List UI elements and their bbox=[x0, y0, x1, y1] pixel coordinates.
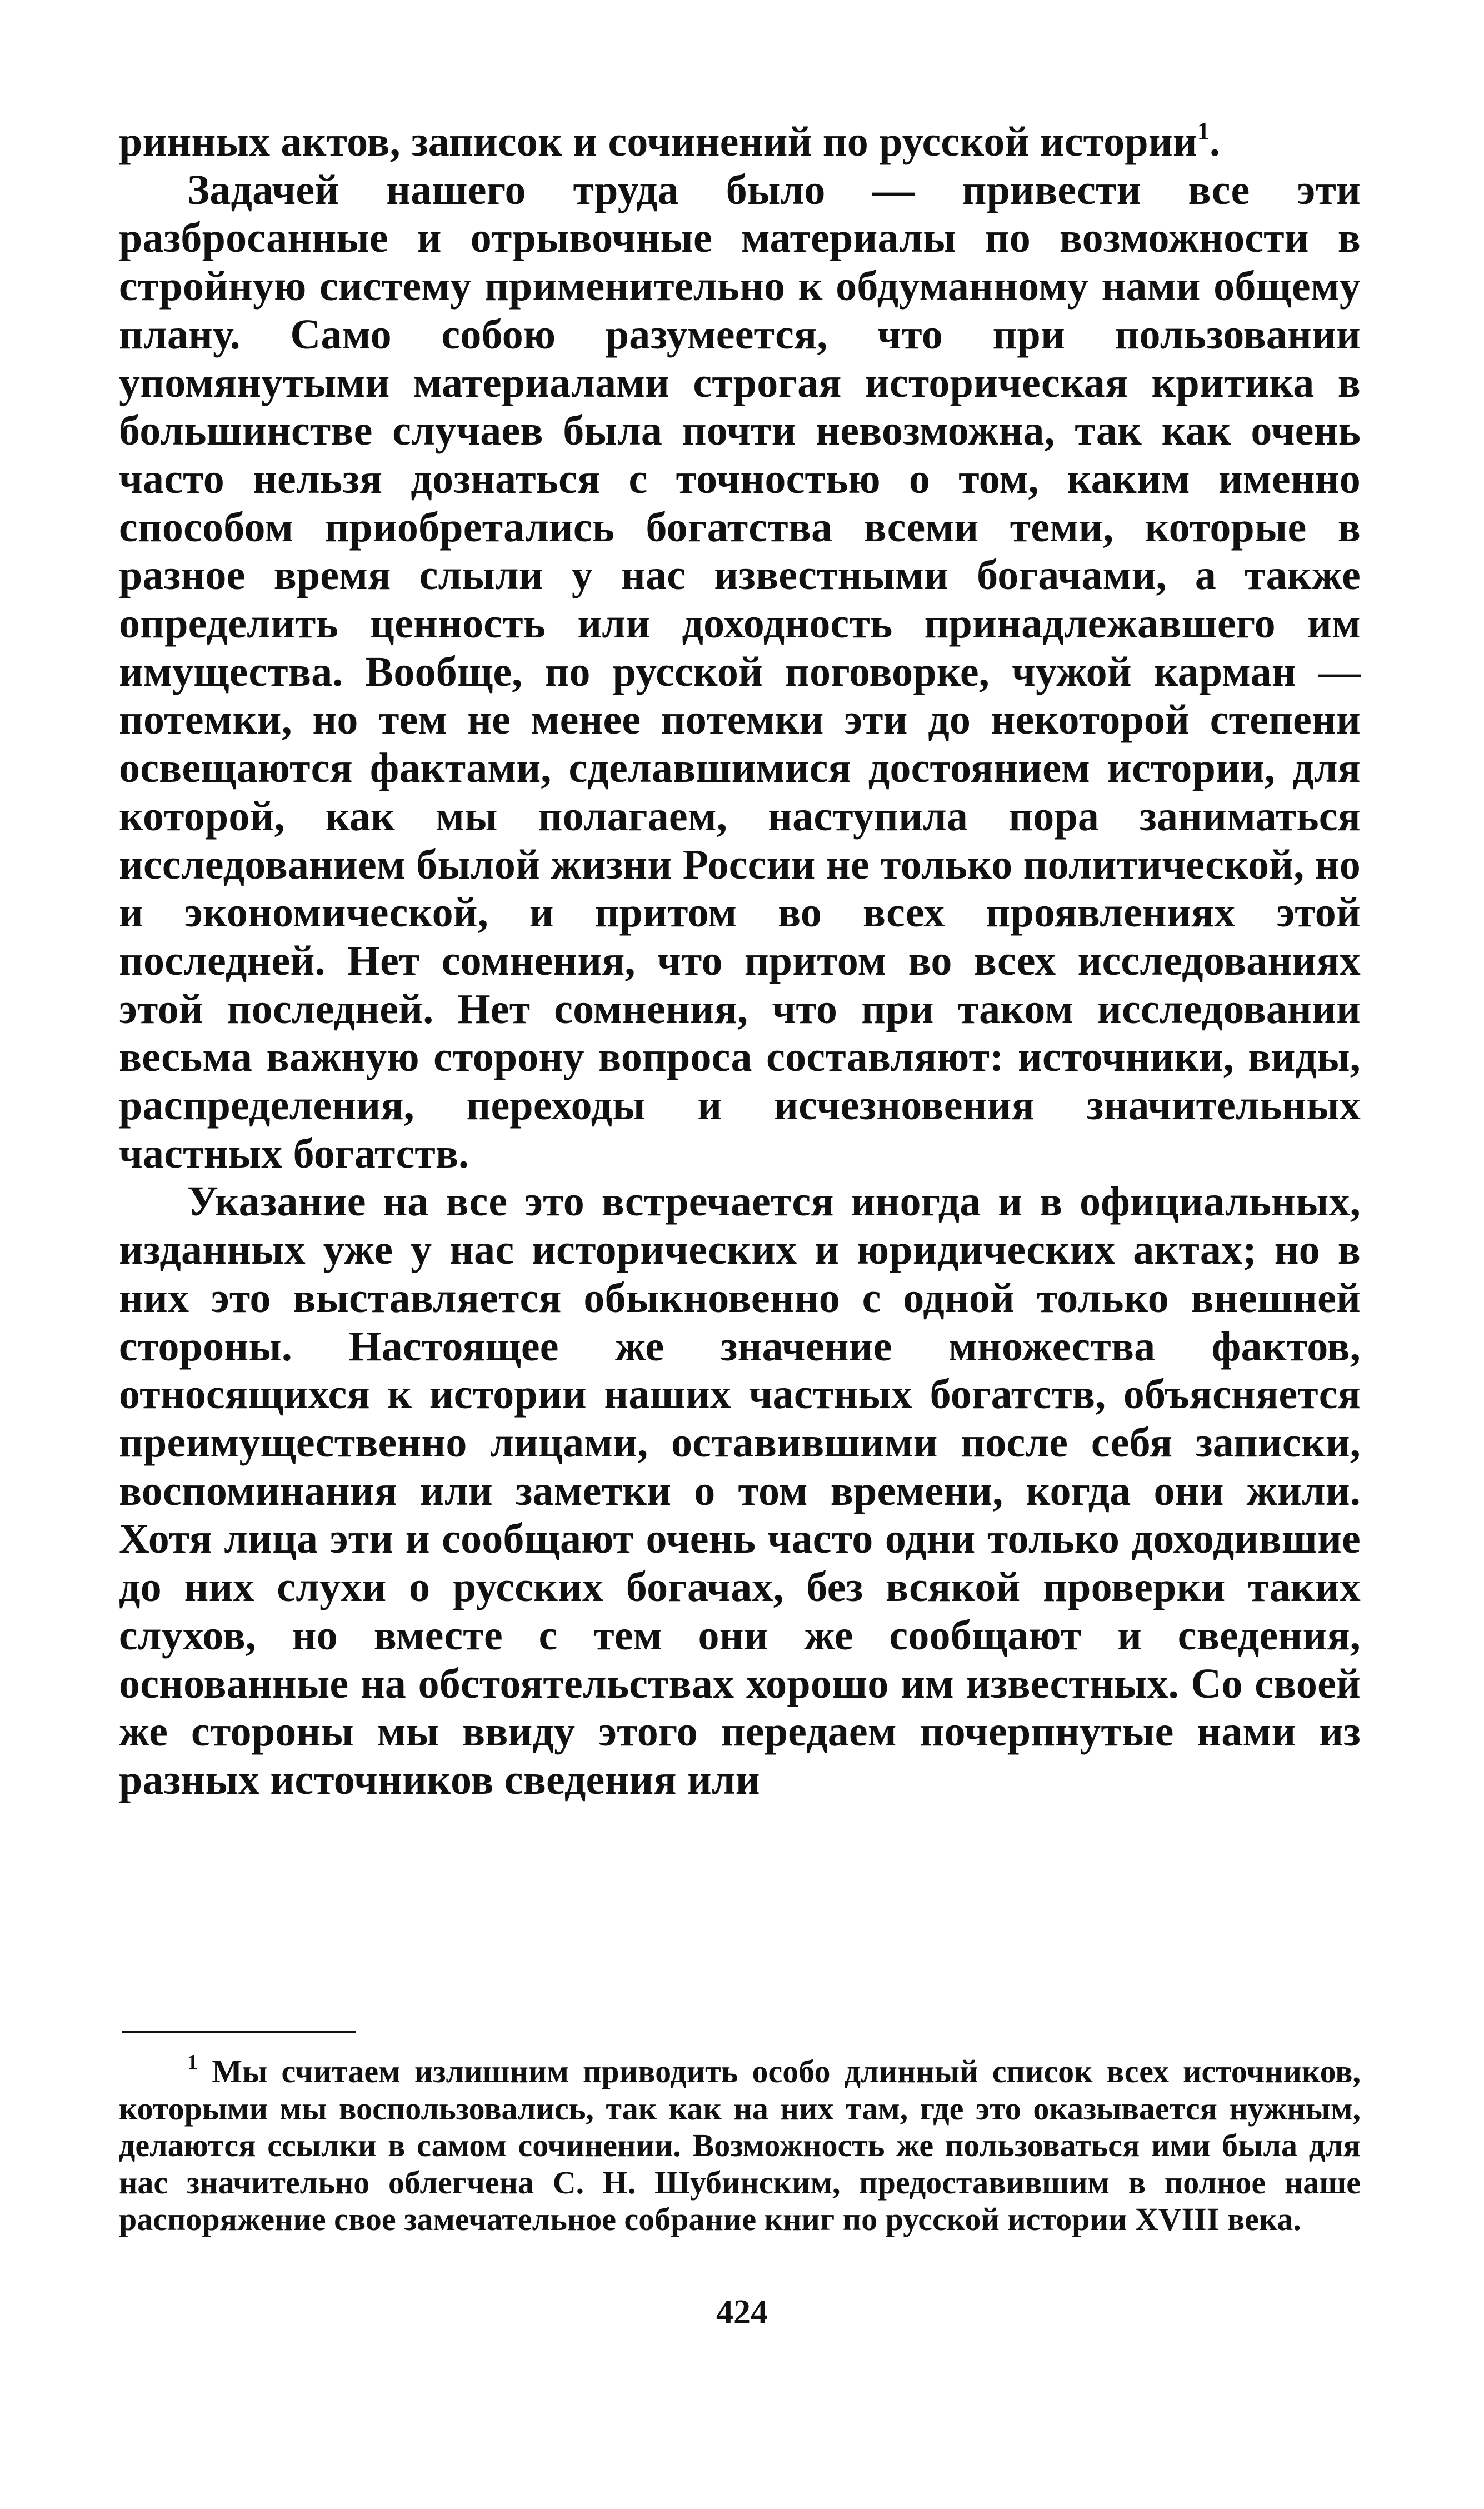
footnote-text: Мы считаем излишним приводить особо длинный список всех источников, которыми мы воспользовались, так как на них там, где это оказывается нужным, делаются ссылки в самом сочинении. Возможность же пользоваться ими была для нас значительно облегчена С. Н. Шубинским, предоставившим в полное наше распоряжение свое замечательное собрание книг по русской истории XVIII века. bbox=[119, 2053, 1361, 2237]
main-text bbox=[119, 118, 1361, 1804]
footnote bbox=[119, 2053, 1361, 2238]
paragraph-continued bbox=[119, 118, 1361, 166]
page-number: 424 bbox=[716, 2293, 768, 2331]
footnote-marker: 1 bbox=[187, 2051, 198, 2074]
paragraph-text: ринных актов, записок и сочинений по русской истории bbox=[119, 118, 1197, 165]
paragraph-official-acts: Указание на все это встречается иногда и в официальных, изданных уже у нас исторических и юридических актах; но в них это выставляется обыкновенно с одной только внешней стороны. Настоящее же значение множества фактов, относящихся к истории наших частных богатств, объясняется преимущественно лицами, оставившими после себя записки, воспоминания или заметки о том времени, когда они жили. Хотя лица эти и сообщают очень часто одни только доходившие до них слухи о русских богачах, без всякой проверки таких слухов, но вместе с тем они же сообщают и сведения, основанные на обстоятельствах хорошо им известных. Со своей же стороны мы ввиду этого передаем почерпнутые нами из разных источников сведения или bbox=[119, 1178, 1361, 1803]
paragraph-end-punctuation: . bbox=[1210, 118, 1221, 165]
footnote-reference: 1 bbox=[1197, 117, 1210, 144]
paragraph-sources-task: Задачей нашего труда было — привести все эти разбросанные и отрывочные материалы по возможности в стройную систему применительно к обдуманному нами общему плану. Само собою разумеется, что при пользовании упомянутыми материалами строгая историческая критика в большинстве случаев была почти невозможна, так как очень часто нельзя дознаться с точностью о том, каким именно способом приобретались богатства всеми теми, которые в разное время слыли у нас известными богачами, а также определить ценность или доходность принадлежавшего им имущества. Вообще, по русской поговорке, чужой карман — потемки, но тем не менее потемки эти до некоторой степени освещаются фактами, сделавшимися достоянием истории, для которой, как мы полагаем, наступила пора заниматься исследованием былой жизни России не только политической, но и экономической, и притом во всех проявлениях этой последней. Нет сомнения, что притом во всех исследованиях этой последней. Нет сомнения, что при таком исследовании весьма важную сторону вопроса составляют: источники, виды, распределения, переходы и исчезновения значительных частных богатств. bbox=[119, 166, 1361, 1177]
footnote-divider bbox=[122, 2031, 356, 2033]
